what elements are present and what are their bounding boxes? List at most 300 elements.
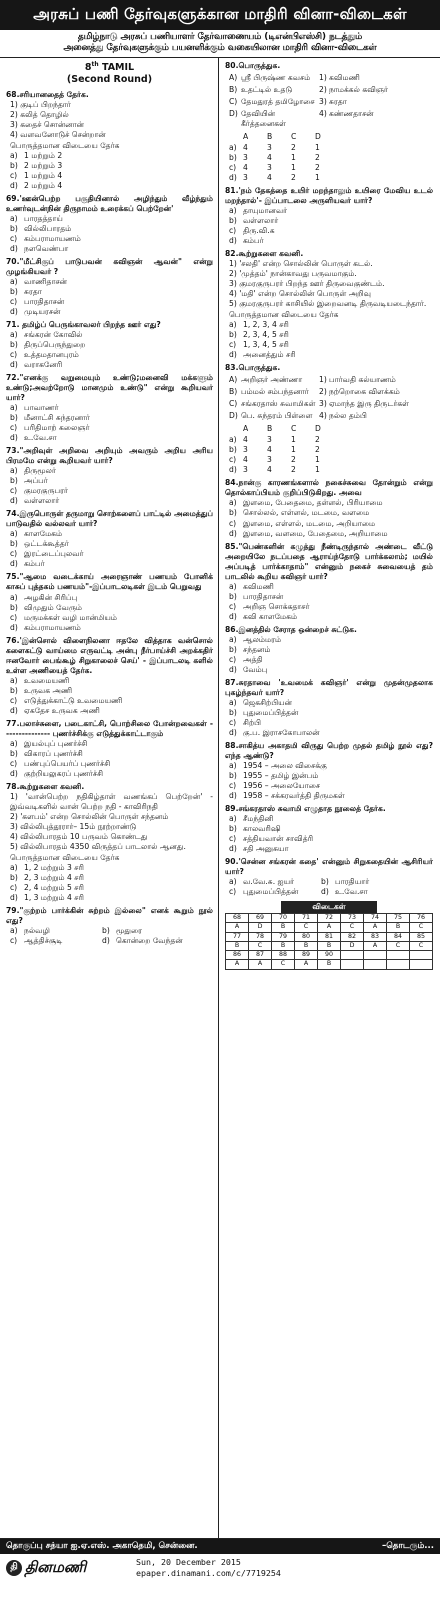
option[interactable] [6, 759, 213, 769]
option-label: c) [229, 654, 237, 664]
option-text: மருமக்கள் வழி மான்மியம் [24, 612, 117, 622]
option[interactable] [6, 161, 213, 171]
option-label: c) [10, 486, 18, 496]
option[interactable] [102, 936, 183, 946]
code-option-value: 4 [243, 435, 248, 445]
subject-grade-suffix: th [91, 60, 99, 68]
epaper-strip [0, 1554, 440, 1582]
option[interactable] [6, 883, 213, 893]
option[interactable] [6, 330, 213, 340]
option-text: பண்புப்பெயர்ப் புணர்ச்சி [24, 758, 111, 768]
code-option-value: 4 [267, 152, 272, 162]
question-text: 75."ஆமை வடைக்காய் அரைஞாண் பணயம் போனிக் காசுப் புத்தகம் பணயம்"-இப்பாடலடிகள் இடம் பெறுவது [6, 572, 213, 592]
question-q68 [6, 90, 213, 191]
answer-letter-row [226, 941, 433, 950]
option[interactable] [225, 645, 433, 655]
option-text: இளமை, எள்ளல், மடமை, அறியாமை [243, 518, 376, 528]
option-label: c) [10, 549, 18, 559]
option[interactable] [225, 340, 433, 350]
option[interactable] [6, 403, 213, 413]
match-right-text: சுரதா [329, 96, 347, 106]
option-text: சங்கரன் கோவில் [24, 330, 83, 340]
answer-number: 69 [249, 913, 272, 922]
statement: 4) வில்லிபாரதம் 10 பருவம் கொண்டது [10, 831, 148, 841]
answer-number: 86 [226, 951, 249, 960]
question-text: 87.சுரதாவை 'உவமைக் கவிஞர்' என்று முதன்முதலாக புகழ்ந்தவர் யார்? [225, 677, 433, 697]
option[interactable] [225, 834, 433, 844]
code-option-value: 2 [291, 173, 296, 182]
option-text: கம்பராமாயணம் [24, 233, 81, 243]
subject-heading [6, 61, 213, 86]
option-pair [225, 887, 433, 897]
option-text: உத்தமதானபுரம் [24, 350, 79, 360]
option[interactable] [6, 593, 213, 603]
option-text: 1958 – சக்கரவர்த்தி திருமகள் [243, 790, 345, 800]
code-option-value: 3 [267, 435, 272, 445]
option[interactable] [6, 676, 213, 686]
option-label: a) [10, 150, 18, 160]
option[interactable] [225, 824, 433, 834]
option-label: b) [10, 539, 18, 549]
option[interactable] [225, 206, 433, 216]
match-right-label: 1) [319, 72, 327, 82]
answer-number: 87 [249, 951, 272, 960]
option-label: b) [10, 287, 18, 297]
option-text: 1956 – அலையோசை [243, 780, 321, 790]
option[interactable] [225, 771, 433, 781]
option[interactable] [6, 559, 213, 569]
option[interactable] [6, 529, 213, 539]
answer-number: 75 [387, 913, 410, 922]
option[interactable] [225, 844, 433, 854]
option-pair [6, 936, 213, 946]
answer-number: 84 [387, 932, 410, 941]
match-right-text: கண்ணதாசன் [329, 108, 374, 118]
option-label: c) [10, 695, 18, 705]
option[interactable] [225, 708, 433, 718]
option[interactable] [225, 582, 433, 592]
option-label: a) [10, 403, 18, 413]
match-row [229, 84, 437, 96]
answer-number: 73 [341, 913, 364, 922]
statement: 3) வில்லிபுத்தூரார்– 15ம் நூற்றாண்டு [10, 821, 137, 831]
match-left-text: பம்மல் சம்பந்தனார் [241, 387, 309, 397]
answer-key-title: விடைகள் [281, 901, 377, 913]
match-table [229, 72, 437, 130]
option-label: a) [229, 206, 237, 216]
option[interactable] [6, 486, 213, 496]
match-left-label: C) [229, 399, 238, 409]
option-text: வராகனேரி [24, 360, 63, 370]
match-row [229, 108, 437, 130]
question-q79 [6, 906, 213, 946]
option-text: 2 மற்றும் 4 [24, 180, 63, 190]
option[interactable] [225, 602, 433, 612]
option-text: ஆலம்மரம் [243, 634, 282, 644]
option[interactable] [6, 360, 213, 370]
left-column [0, 58, 219, 1538]
option-text: வ.வே.சு. ஐயர் [243, 877, 295, 887]
option-text: எடுத்துக்காட்டு உவமையணி [24, 695, 123, 705]
option-label: d) [229, 350, 237, 360]
option[interactable] [225, 665, 433, 675]
option-label: c) [229, 887, 237, 897]
option-text: தாயுமானவர் [243, 206, 288, 216]
statement: 3) கதைச் சொன்னான் [10, 119, 84, 129]
question-text: 77.பலாச்சுளை, படைகாட்சி, பொற்சிலை போன்றவைகள் --------------- புணர்ச்சிக்கு எடுத்துக்காட்டாகும் [6, 718, 213, 738]
option[interactable] [225, 350, 433, 360]
option[interactable] [6, 151, 213, 161]
option[interactable] [6, 287, 213, 297]
option-text: உவமையணி [24, 675, 70, 685]
option-text: மூதுரை [116, 926, 143, 935]
option[interactable] [225, 592, 433, 602]
option-label: d) [10, 360, 18, 370]
option[interactable] [225, 236, 433, 246]
option[interactable] [6, 893, 213, 903]
question-q69 [6, 194, 213, 254]
question-q87 [225, 678, 433, 738]
question-q90 [225, 857, 433, 897]
option[interactable] [6, 413, 213, 423]
answer-number: 81 [318, 932, 341, 941]
answer-letter: B [387, 923, 410, 932]
code-option[interactable] [225, 173, 433, 183]
question-text: 73."அறிவுள் அறிவை அறியும் அவரும் அறிய அரிய பிரமமே என்று கூறியவர் யார்? [6, 446, 213, 466]
match-left-label: D) [229, 411, 238, 421]
option[interactable] [225, 508, 433, 518]
answer-letter-row [226, 960, 433, 969]
question-q71 [6, 320, 213, 370]
option[interactable] [321, 877, 369, 887]
answer-letter [387, 960, 410, 969]
question-q72 [6, 373, 213, 443]
option-label: c) [229, 340, 237, 350]
option-label: a) [229, 320, 237, 330]
option[interactable] [225, 698, 433, 708]
match-right-label: 1) [319, 375, 327, 385]
option[interactable] [6, 549, 213, 559]
statement: 1) 'சலதி' என்ற சொல்லின் பொருள் கடல். [229, 259, 373, 269]
option-label: a) [10, 862, 18, 872]
match-left-label: A) [229, 72, 238, 82]
option-text: பாரதிதாசன் [243, 591, 284, 601]
option[interactable] [6, 214, 213, 224]
option-text: விமுதும் வேரும் [24, 602, 82, 612]
question-q77 [6, 719, 213, 779]
option-label: c) [10, 170, 18, 180]
option[interactable] [6, 873, 213, 883]
code-option-value: 4 [243, 455, 248, 465]
option[interactable] [6, 739, 213, 749]
statement: 1) 'வான்பெற்ற நதிகிழ்தாள் வணங்கப் பெற்றேன்' - இவ்வடிகளில் வான் பெற்ற நதி - காவிரிநதி [10, 791, 213, 811]
match-right-text: நல்ல தம்பி [329, 411, 367, 421]
code-option-label: d) [229, 173, 237, 182]
option[interactable] [6, 234, 213, 244]
option-text: நளவெண்பா [24, 243, 69, 253]
option-text: 2, 3, 4, 5 சரி [243, 330, 289, 340]
option-label: c) [10, 758, 18, 768]
code-option[interactable] [225, 153, 433, 163]
option-text: இளமை, பேதைமை, தள்ளல், பிரியாமை [243, 498, 383, 508]
answer-letter [341, 960, 364, 969]
answer-number [364, 951, 387, 960]
option-label: d) [10, 496, 18, 506]
code-header-cell: B [267, 131, 273, 141]
option[interactable] [225, 781, 433, 791]
option-label: c) [10, 350, 18, 360]
option[interactable] [6, 603, 213, 613]
option-text: அழகின் சிரிப்பு [24, 592, 78, 602]
option-text: கொன்றை வேந்தன் [116, 936, 183, 946]
answer-number: 76 [410, 913, 433, 922]
option[interactable] [225, 761, 433, 771]
answer-letter: B [295, 941, 318, 950]
option[interactable] [6, 224, 213, 234]
option-text: வள்ளலார் [243, 216, 279, 226]
code-option[interactable] [225, 435, 433, 445]
option-text: 1, 2 மற்றும் 3 சரி [24, 862, 84, 872]
option-pair [225, 877, 433, 887]
option[interactable] [225, 612, 433, 622]
question-text: 80.பொருத்துக. [225, 60, 281, 70]
compiled-by: தொகுப்பு சத்யா ஐ.ஏ.எஸ். அகாதெமி, சென்னை. [6, 1540, 198, 1551]
option[interactable] [6, 181, 213, 191]
statement: 4) வளவனோடுச் சென்றான் [10, 129, 106, 139]
option[interactable] [6, 769, 213, 779]
code-option[interactable] [225, 465, 433, 475]
option-label: d) [10, 433, 18, 443]
option-label: a) [10, 675, 18, 685]
option[interactable] [229, 877, 321, 887]
option[interactable] [6, 863, 213, 873]
option-text: நல்வழி [24, 926, 50, 935]
option[interactable] [6, 613, 213, 623]
code-option-value: 3 [267, 142, 272, 152]
option-label: b) [10, 223, 18, 233]
code-option-value: 4 [267, 173, 272, 182]
answer-letter [364, 960, 387, 969]
answer-number: 74 [364, 913, 387, 922]
option-label: d) [10, 768, 18, 778]
option[interactable] [6, 686, 213, 696]
option-label: a) [10, 330, 18, 340]
option-text: பாரதியார் [335, 877, 370, 887]
option[interactable] [225, 718, 433, 728]
option[interactable] [225, 330, 433, 340]
option[interactable] [225, 635, 433, 645]
option-text: 1 மற்றும் 2 [24, 150, 63, 160]
question-text: 89.சங்கரதாஸ் சுவாமி எழுதாத நூலைத் தேர்க. [225, 803, 386, 813]
right-column [219, 58, 438, 1538]
option-label: b) [10, 685, 18, 695]
statement: 5) குமரகுருபரர் காசியில் இறைவனடி திருவடியடைந்தார். [229, 299, 427, 309]
option[interactable] [225, 519, 433, 529]
match-right-text: நாமக்கல் கவிஞர் [329, 84, 389, 94]
option-text: குற்றியலுகரப் புணர்ச்சி [24, 768, 104, 778]
statement: 1) குடிப் பிறந்தார் [10, 99, 71, 109]
option[interactable] [229, 887, 321, 897]
option-label: a) [10, 738, 18, 748]
statement: 5) வில்லிபாரதம் 4350 விருத்தப் பாடலால் ஆனது. [10, 841, 186, 851]
page-subtitle [0, 30, 440, 58]
code-option-value: 2 [291, 142, 296, 152]
option-label: c) [229, 717, 237, 727]
option[interactable] [225, 814, 433, 824]
code-option[interactable] [225, 445, 433, 455]
answer-number: 79 [272, 932, 295, 941]
code-option-value: 1 [291, 435, 296, 445]
option[interactable] [6, 433, 213, 443]
question-text: 82.கூற்றுகளை கவனி. [225, 249, 304, 259]
option-text: புதுமைப்பித்தன் [243, 707, 299, 717]
option-label: d) [229, 727, 237, 737]
code-option-value: 2 [291, 455, 296, 465]
statement: 3) குமரகுருபரர் பிறந்த ஊர் திருவைகுண்டம். [229, 279, 385, 289]
match-left-text: அறிஞர் அண்ணா [241, 375, 303, 385]
answer-letter: B [318, 960, 341, 969]
option[interactable] [6, 623, 213, 633]
option[interactable] [6, 171, 213, 181]
option-label: b) [10, 340, 18, 350]
answer-number-row [226, 951, 433, 960]
code-option[interactable] [225, 143, 433, 153]
answer-number [341, 951, 364, 960]
option[interactable] [6, 423, 213, 433]
match-right-label: 2) [319, 84, 327, 94]
option[interactable] [10, 936, 102, 946]
question-q80 [225, 61, 433, 183]
question-text: 74.இருபொருள் தருமாறு சொற்களைப் பாட்டில் அமைத்துப் பாடுவதில் வல்லவர் யார்? [6, 509, 214, 529]
answer-letter: A [318, 923, 341, 932]
option-text: 1 மற்றும் 4 [24, 170, 63, 180]
answer-number: 85 [410, 932, 433, 941]
answer-number: 89 [295, 951, 318, 960]
logo-text: தினமணி [25, 1557, 87, 1576]
option[interactable] [102, 926, 142, 936]
subject-round: (Second Round) [66, 73, 153, 85]
option-text: அப்பர் [24, 476, 48, 486]
option-label: d) [10, 243, 18, 253]
answer-letter: C [410, 923, 433, 932]
option-label: a) [229, 813, 237, 823]
epaper-url[interactable]: epaper.dinamani.com/c/7719254 [136, 1567, 281, 1578]
match-left-text: தேவியின் கீர்த்தனைகள் [241, 108, 286, 128]
option-text: அனைத்தும் சரி [243, 350, 296, 360]
option-pair [6, 926, 213, 936]
question-text: 79."குற்றம் பார்க்கின் சுற்றம் இல்லை" எனக் கூறும் நூல் எது? [6, 905, 213, 925]
option[interactable] [6, 696, 213, 706]
code-option-value: 1 [315, 142, 320, 152]
option-label: b) [321, 877, 329, 887]
question-text: 88.சாகித்ய அகாதமி விருது பெற்ற முதல் தமிழ் நூல் எது?எந்த ஆண்டு? [225, 740, 433, 760]
option[interactable] [225, 498, 433, 508]
question-text: 76.'இன்சொல் விளைநிலனா ஈதலே வித்தாக வன்சொல் களைகட்டு வாய்மை எருவட்டி அன்பு நீர்பாய்ச்சி அறக்கதிர் ஈனவோர் பைங்கூழ் சிறுகாலைச் செய்' - இப்பாடலடி களில் உள்ள அணியைத் தேர்க. [6, 635, 213, 675]
option[interactable] [225, 728, 433, 738]
option[interactable] [6, 706, 213, 716]
option-text: கவிமணி [243, 581, 274, 591]
question-q76 [6, 636, 213, 716]
code-option-value: 2 [315, 435, 320, 445]
question-text: 90.'சென்ன சங்கரன் கதை' என்னும் சிறுகதையின் ஆசிரியர் யார்? [225, 857, 433, 877]
match-right-text: கவிமணி [329, 72, 360, 82]
option[interactable] [225, 655, 433, 665]
option-text: 2, 4 மற்றும் 5 சரி [24, 882, 84, 892]
answer-letter: D [341, 941, 364, 950]
option[interactable] [225, 791, 433, 801]
match-table [229, 374, 437, 422]
option[interactable] [6, 749, 213, 759]
answer-number: 68 [226, 913, 249, 922]
option[interactable] [6, 539, 213, 549]
option[interactable] [6, 244, 213, 254]
instruction: பொருத்தமான விடையை தேர்க [10, 852, 120, 862]
answer-letter-row [226, 923, 433, 932]
option[interactable] [6, 466, 213, 476]
option[interactable] [6, 476, 213, 486]
option-label: d) [229, 611, 237, 621]
option[interactable] [225, 529, 433, 539]
answer-number: 82 [341, 932, 364, 941]
option[interactable] [6, 297, 213, 307]
option-label: a) [229, 877, 237, 887]
option[interactable] [6, 307, 213, 317]
code-option[interactable] [225, 455, 433, 465]
statement: 2) 'முத்தம்' நான்காவது பருவமாகும். [229, 269, 357, 279]
answer-number: 70 [272, 913, 295, 922]
option-text: 1, 3 மற்றும் 4 சரி [24, 892, 84, 902]
option-text: வில்லிபாரதம் [24, 223, 72, 233]
option-label: b) [229, 216, 237, 226]
option-text: அறிஞ சொக்கதாசர் [243, 601, 310, 611]
option-label: c) [10, 936, 18, 946]
match-row [229, 398, 437, 410]
match-row [229, 410, 437, 422]
match-row [229, 386, 437, 398]
option[interactable] [321, 887, 368, 897]
option[interactable] [6, 350, 213, 360]
answer-letter: A [295, 960, 318, 969]
match-left-text: பெ. சுந்தரம் பிள்ளை [241, 411, 313, 421]
option-text: ஆத்திச்சூடி [24, 936, 63, 946]
option-text: திருப்பெருந்துறை [24, 340, 86, 350]
option[interactable] [225, 320, 433, 330]
page-banner: அரசுப் பணி தேர்வுகளுக்கான மாதிரி வினா-விடைகள் [0, 0, 440, 30]
question-text: 68.சரியானதைத் தேர்க. [6, 89, 89, 99]
option-label: d) [229, 236, 237, 246]
answer-letter: B [318, 941, 341, 950]
option[interactable] [225, 226, 433, 236]
answer-letter: C [249, 941, 272, 950]
answer-number: 71 [295, 913, 318, 922]
option[interactable] [225, 216, 433, 226]
option[interactable] [6, 496, 213, 506]
option[interactable] [10, 926, 102, 936]
option-label: d) [10, 559, 18, 569]
code-option-value: 3 [243, 465, 248, 475]
answer-letter: B [272, 923, 295, 932]
option-text: பாரதத்தாய் [24, 213, 63, 223]
code-option-label: b) [229, 445, 237, 455]
statement: 2) 'களபம்' என்ற சொல்லின் பொருள் சந்தனம் [10, 811, 169, 821]
option[interactable] [6, 277, 213, 287]
code-option[interactable] [225, 163, 433, 173]
option[interactable] [6, 340, 213, 350]
answer-number [387, 951, 410, 960]
option-label: b) [10, 602, 18, 612]
answer-number: 90 [318, 951, 341, 960]
match-right-label: 2) [319, 387, 327, 397]
